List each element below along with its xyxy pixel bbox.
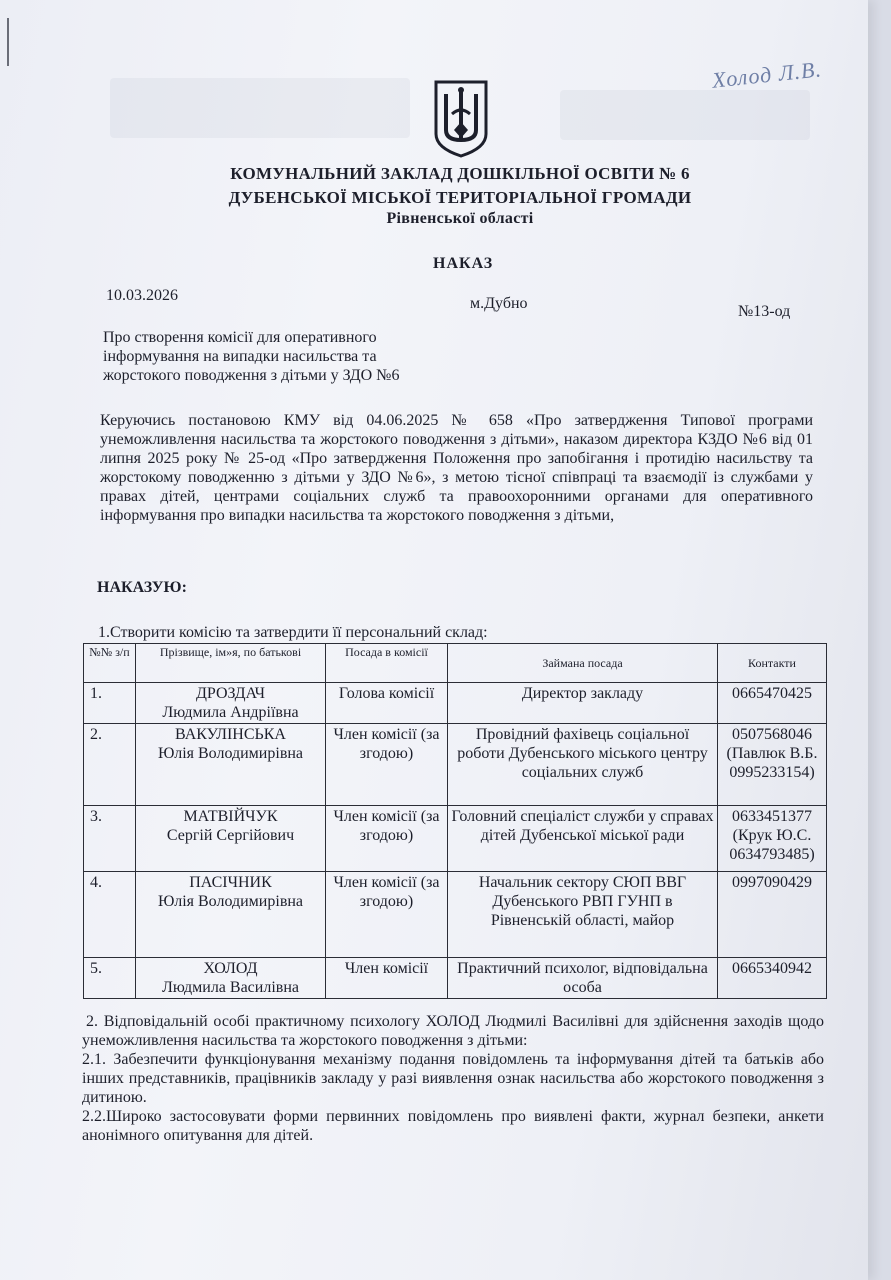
doc-city: м.Дубно <box>470 295 528 312</box>
given-names: Людмила Василівна <box>162 979 299 996</box>
col-header-number: №№ з/п <box>84 644 136 683</box>
trident-emblem-icon <box>432 78 490 158</box>
handwritten-signature: Холод Л.В. <box>710 56 823 93</box>
cell-role: Член комісії (за згодою) <box>326 724 448 806</box>
paragraph-2-2: 2.2.Широко застосовувати форми первинних повідомлень про виявлені факти, журнал безпеки, анкети анонімного опитування для дітей. <box>82 1108 824 1144</box>
section-2 <box>82 1012 824 1145</box>
col-header-role: Посада в комісії <box>326 644 448 683</box>
show-through-shadow <box>560 90 810 140</box>
cell-position: Начальник сектору СЮП ВВГ Дубенського РВП ГУНП в Рівненській області, майор <box>448 872 718 958</box>
surname: ПАСІЧНИК <box>189 874 272 891</box>
cell-role: Член комісії (за згодою) <box>326 806 448 872</box>
surname: ВАКУЛІНСЬКА <box>175 726 286 743</box>
given-names: Людмила Андріївна <box>162 704 299 721</box>
cell-role: Член комісії <box>326 958 448 999</box>
col-header-name: Прізвище, ім»я, по батькові <box>136 644 326 683</box>
table-row <box>84 958 827 999</box>
commission-table <box>83 643 827 999</box>
given-names: Юлія Володимирівна <box>157 745 304 762</box>
order-heading: НАКАЗУЮ: <box>97 579 187 596</box>
item-1-text: 1.Створити комісію та затвердити її персональний склад: <box>98 624 488 641</box>
table-row <box>84 683 827 724</box>
given-names: Юлія Володимирівна <box>157 893 304 910</box>
cell-name <box>136 958 326 999</box>
given-names: Сергій Сергійович <box>166 827 295 844</box>
col-header-contacts: Контакти <box>718 644 827 683</box>
cell-name <box>136 683 326 724</box>
topic-line: жорстокого поводження з дітьми у ЗДО №6 <box>103 367 400 384</box>
cell-contacts: 0633451377 (Крук Ю.С. 0634793485) <box>718 806 827 872</box>
cell-number: 5. <box>84 958 136 999</box>
doc-type: НАКАЗ <box>433 255 494 272</box>
cell-number: 3. <box>84 806 136 872</box>
cell-number: 2. <box>84 724 136 806</box>
cell-role: Член комісії (за згодою) <box>326 872 448 958</box>
cell-role: Голова комісії <box>326 683 448 724</box>
preamble-paragraph: Керуючись постановою КМУ від 04.06.2025 № 658 «Про затвердження Типової програми унеможливлення насильства та жорстокого поводження з дітьми», наказом директора КЗДО №6 від 01 липня 2025 року № 25-од «Про затвердження Положення про запобігання і протидію насильству та жорстокому поводженню з дітьми у ЗДО №6», з метою тісної співпраці та взаємодії із службами у правах дітей, центрами соціальних служб та правоохоронними органами для оперативного інформування про випадки насильства та жорстокого поводження з дітьми, <box>100 412 813 524</box>
org-name-line-1: КОМУНАЛЬНИЙ ЗАКЛАД ДОШКІЛЬНОЇ ОСВІТИ № 6 <box>230 164 690 183</box>
table-row <box>84 724 827 806</box>
topic-line: Про створення комісії для оперативного <box>103 329 377 346</box>
cell-number: 1. <box>84 683 136 724</box>
paragraph-2: 2. Відповідальній особі практичному психологу ХОЛОД Людмилі Василівні для здійснення заходів щодо унеможливлення насильства та жорстокого поводження з дітьми: <box>82 1013 824 1049</box>
cell-position: Провідний фахівець соціальної роботи Дубенського міського центру соціальних служб <box>448 724 718 806</box>
col-header-position: Займана посада <box>448 644 718 683</box>
cell-name <box>136 724 326 806</box>
cell-contacts: 0665470425 <box>718 683 827 724</box>
org-name-line-2: ДУБЕНСЬКОЇ МІСЬКОЇ ТЕРИТОРІАЛЬНОЇ ГРОМАДИ <box>228 188 692 207</box>
doc-date: 10.03.2026 <box>106 287 178 304</box>
table-row <box>84 806 827 872</box>
page-edge-mark <box>7 18 9 66</box>
cell-name <box>136 806 326 872</box>
cell-number: 4. <box>84 872 136 958</box>
doc-number: №13-од <box>738 303 791 320</box>
cell-position: Директор закладу <box>448 683 718 724</box>
table-row <box>84 872 827 958</box>
cell-position: Практичний психолог, відповідальна особа <box>448 958 718 999</box>
cell-contacts: 0665340942 <box>718 958 827 999</box>
doc-topic <box>103 328 463 385</box>
show-through-shadow <box>110 78 410 138</box>
cell-contacts: 0507568046 (Павлюк В.Б. 0995233154) <box>718 724 827 806</box>
cell-name <box>136 872 326 958</box>
surname: ДРОЗДАЧ <box>195 685 266 702</box>
topic-line: інформування на випадки насильства та <box>103 348 377 365</box>
surname: ХОЛОД <box>203 960 258 977</box>
surname: МАТВІЙЧУК <box>183 808 278 825</box>
org-region: Рівненської області <box>386 210 534 227</box>
paragraph-2-1: 2.1. Забезпечити функціонування механізму подання повідомлень та інформування дітей та батьків або інших представників, працівників закладу у разі виявлення ознак насильства або жорстокого поводження з дитиною. <box>82 1051 824 1106</box>
cell-contacts: 0997090429 <box>718 872 827 958</box>
table-header-row <box>84 644 827 683</box>
cell-position: Головний спеціаліст служби у справах дітей Дубенської міської ради <box>448 806 718 872</box>
